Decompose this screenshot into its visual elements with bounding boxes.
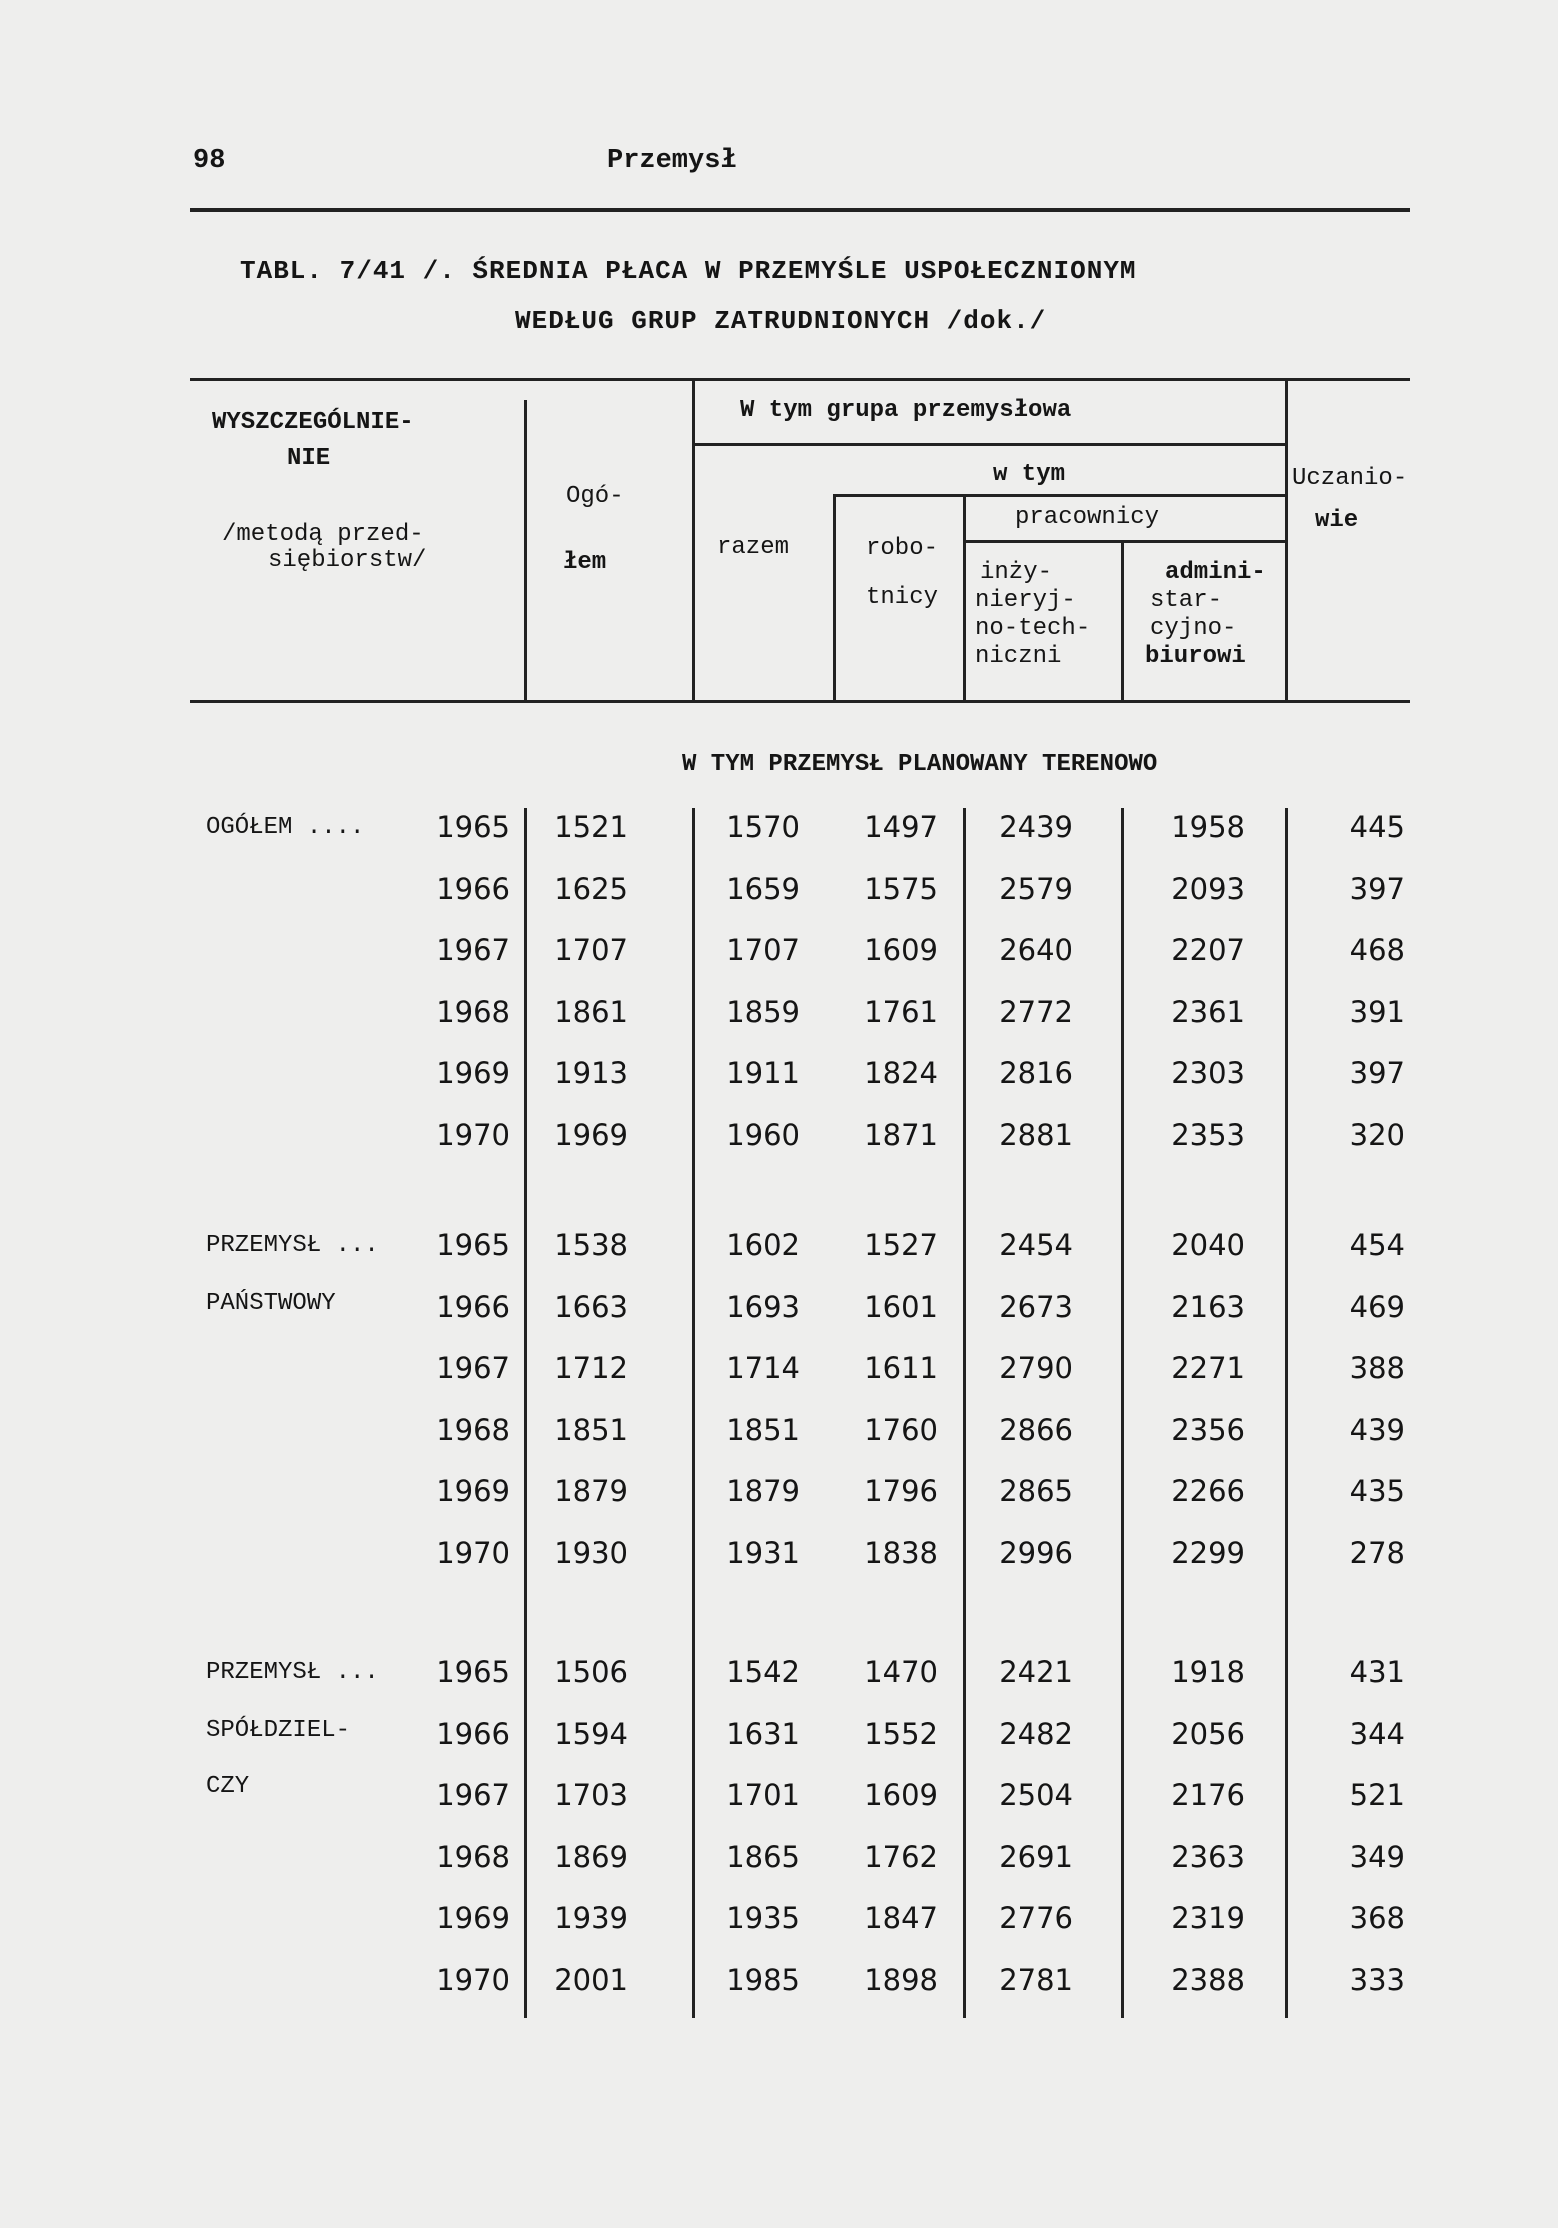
table-cell: 1985 — [726, 1962, 800, 1997]
stub-header-3: /metodą przed- — [222, 521, 424, 548]
table-cell: 1762 — [864, 1839, 938, 1874]
table-cell: 1497 — [864, 810, 938, 844]
table-cell: 2454 — [999, 1228, 1073, 1262]
table-cell: 1521 — [554, 810, 628, 844]
stub-header-2: NIE — [287, 445, 331, 472]
table-cell: 1958 — [1171, 810, 1245, 844]
table-cell: 1865 — [726, 1839, 800, 1874]
row-year: 1967 — [436, 1778, 510, 1812]
header-bottom-rule — [190, 700, 1410, 703]
table-cell: 2421 — [999, 1655, 1073, 1689]
table-cell: 1575 — [864, 871, 938, 906]
section-label: SPÓŁDZIEL- — [206, 1717, 351, 1744]
row-year: 1969 — [436, 1056, 510, 1090]
ogolem-header-1: Ogó- — [566, 483, 624, 510]
section-title: W TYM PRZEMYSŁ PLANOWANY TERENOWO — [682, 751, 1158, 778]
administracja-header-3: cyjno- — [1150, 615, 1237, 642]
header-rule — [190, 208, 1410, 212]
table-cell: 1859 — [726, 994, 800, 1029]
head-vline-1 — [524, 400, 527, 700]
table-cell: 2093 — [1171, 871, 1245, 906]
table-cell: 1693 — [726, 1289, 800, 1324]
uczniowie-header-2: wie — [1315, 507, 1359, 534]
row-year: 1970 — [436, 1117, 510, 1152]
robotnicy-header-1: robo- — [866, 535, 939, 562]
table-cell: 349 — [1349, 1839, 1405, 1874]
table-cell: 431 — [1349, 1655, 1405, 1689]
row-year: 1966 — [436, 1289, 510, 1324]
row-year: 1968 — [436, 1839, 510, 1874]
section-label: OGÓŁEM .... — [206, 814, 365, 841]
table-cell: 368 — [1349, 1901, 1405, 1935]
section-label: PAŃSTWOWY — [206, 1290, 336, 1317]
inzynierowie-header-1: inży- — [980, 559, 1053, 586]
table-cell: 2881 — [999, 1117, 1073, 1152]
table-cell: 1609 — [864, 1778, 938, 1812]
inzynierowie-header-3: no-tech- — [975, 615, 1091, 642]
table-cell: 1470 — [864, 1655, 938, 1689]
table-cell: 397 — [1349, 1056, 1405, 1090]
table-cell: 454 — [1349, 1228, 1405, 1262]
section-label: PRZEMYSŁ ... — [206, 1232, 379, 1259]
table-cell: 1601 — [864, 1289, 938, 1324]
table-cell: 1939 — [554, 1901, 628, 1935]
row-year: 1965 — [436, 810, 510, 844]
head-vline-6 — [1285, 380, 1288, 700]
wtym-rule — [833, 494, 1287, 497]
group-header: W tym grupa przemysłowa — [740, 397, 1072, 424]
table-cell: 2640 — [999, 933, 1073, 967]
table-cell: 2176 — [1171, 1778, 1245, 1812]
row-year: 1969 — [436, 1901, 510, 1935]
table-cell: 1838 — [864, 1535, 938, 1570]
uczniowie-header-1: Uczanio- — [1292, 465, 1408, 492]
table-cell: 1960 — [726, 1117, 800, 1152]
table-cell: 2056 — [1171, 1716, 1245, 1751]
table-cell: 469 — [1349, 1289, 1405, 1324]
row-year: 1968 — [436, 1412, 510, 1447]
table-cell: 2482 — [999, 1716, 1073, 1751]
table-caption-line1: TABL. 7/41 /. ŚREDNIA PŁACA W PRZEMYŚLE USPOŁECZNIONYM — [240, 256, 1137, 286]
table-cell: 2996 — [999, 1535, 1073, 1570]
page-number: 98 — [193, 146, 226, 176]
table-cell: 2299 — [1171, 1535, 1245, 1570]
running-title: Przemysł — [607, 146, 737, 176]
table-cell: 468 — [1349, 933, 1405, 967]
pracownicy-header: pracownicy — [1015, 504, 1160, 531]
administracja-header-2: star- — [1150, 587, 1223, 614]
table-cell: 1602 — [726, 1228, 800, 1262]
table-cell: 1609 — [864, 933, 938, 967]
row-year: 1968 — [436, 994, 510, 1029]
table-cell: 1542 — [726, 1655, 800, 1689]
stub-header-4: siębiorstw/ — [268, 547, 427, 574]
row-year: 1966 — [436, 1716, 510, 1751]
table-cell: 2271 — [1171, 1351, 1245, 1385]
table-cell: 2866 — [999, 1412, 1073, 1447]
pracownicy-rule — [965, 540, 1287, 543]
section-label: PRZEMYSŁ ... — [206, 1659, 379, 1686]
administracja-header-1: admini- — [1165, 559, 1266, 586]
table-cell: 1930 — [554, 1535, 628, 1570]
head-vline-2 — [692, 380, 695, 700]
table-cell: 2816 — [999, 1056, 1073, 1090]
table-cell: 1796 — [864, 1474, 938, 1508]
table-cell: 397 — [1349, 871, 1405, 906]
inzynierowie-header-4: niczni — [975, 643, 1062, 670]
table-cell: 435 — [1349, 1474, 1405, 1508]
table-cell: 1969 — [554, 1117, 628, 1152]
row-year: 1969 — [436, 1474, 510, 1508]
row-year: 1965 — [436, 1655, 510, 1689]
table-cell: 391 — [1349, 994, 1405, 1029]
table-cell: 2865 — [999, 1474, 1073, 1508]
group-rule — [695, 443, 1287, 446]
table-cell: 1570 — [726, 810, 800, 844]
row-year: 1970 — [436, 1962, 510, 1997]
table-cell: 1527 — [864, 1228, 938, 1262]
razem-header: razem — [717, 534, 790, 561]
table-cell: 1707 — [726, 933, 800, 967]
table-cell: 1712 — [554, 1351, 628, 1385]
table-cell: 445 — [1349, 810, 1405, 844]
table-cell: 1879 — [726, 1474, 800, 1508]
table-caption-line2: WEDŁUG GRUP ZATRUDNIONYCH /dok./ — [515, 306, 1047, 336]
table-cell: 1869 — [554, 1839, 628, 1874]
table-cell: 2353 — [1171, 1117, 1245, 1152]
row-year: 1965 — [436, 1228, 510, 1262]
table-cell: 1703 — [554, 1778, 628, 1812]
table-cell: 2356 — [1171, 1412, 1245, 1447]
wtym-header: w tym — [993, 461, 1066, 488]
table-cell: 2363 — [1171, 1839, 1245, 1874]
table-cell: 2772 — [999, 994, 1073, 1029]
table-cell: 1594 — [554, 1716, 628, 1751]
table-cell: 2040 — [1171, 1228, 1245, 1262]
table-cell: 1935 — [726, 1901, 800, 1935]
table-cell: 1631 — [726, 1716, 800, 1751]
head-vline-4 — [963, 494, 966, 700]
row-year: 1966 — [436, 871, 510, 906]
table-cell: 1701 — [726, 1778, 800, 1812]
table-cell: 2361 — [1171, 994, 1245, 1029]
table-cell: 2266 — [1171, 1474, 1245, 1508]
body-vline-4 — [1121, 808, 1124, 2018]
table-cell: 333 — [1349, 1962, 1405, 1997]
table-cell: 1931 — [726, 1535, 800, 1570]
table-cell: 278 — [1349, 1535, 1405, 1570]
table-cell: 2776 — [999, 1901, 1073, 1935]
head-vline-5 — [1121, 540, 1124, 700]
table-cell: 1552 — [864, 1716, 938, 1751]
table-cell: 2163 — [1171, 1289, 1245, 1324]
administracja-header-4: biurowi — [1145, 643, 1246, 670]
head-vline-3 — [833, 494, 836, 700]
table-cell: 1761 — [864, 994, 938, 1029]
table-top-rule — [190, 378, 1410, 381]
table-cell: 1506 — [554, 1655, 628, 1689]
row-year: 1970 — [436, 1535, 510, 1570]
table-cell: 1625 — [554, 871, 628, 906]
ogolem-header-2: łem — [563, 549, 607, 576]
robotnicy-header-2: tnicy — [866, 584, 939, 611]
table-cell: 521 — [1349, 1778, 1405, 1812]
table-cell: 2207 — [1171, 933, 1245, 967]
table-cell: 1659 — [726, 871, 800, 906]
table-cell: 2439 — [999, 810, 1073, 844]
inzynierowie-header-2: nieryj- — [975, 587, 1076, 614]
row-year: 1967 — [436, 933, 510, 967]
table-cell: 2781 — [999, 1962, 1073, 1997]
table-cell: 1847 — [864, 1901, 938, 1935]
table-cell: 1911 — [726, 1056, 800, 1090]
table-cell: 2691 — [999, 1839, 1073, 1874]
table-cell: 1663 — [554, 1289, 628, 1324]
table-cell: 439 — [1349, 1412, 1405, 1447]
table-cell: 1851 — [554, 1412, 628, 1447]
section-label: CZY — [206, 1773, 250, 1800]
table-cell: 1611 — [864, 1351, 938, 1385]
table-cell: 344 — [1349, 1716, 1405, 1751]
table-cell: 2790 — [999, 1351, 1073, 1385]
table-cell: 2388 — [1171, 1962, 1245, 1997]
table-cell: 1707 — [554, 933, 628, 967]
table-cell: 320 — [1349, 1117, 1405, 1152]
table-cell: 1879 — [554, 1474, 628, 1508]
table-cell: 2303 — [1171, 1056, 1245, 1090]
table-cell: 1913 — [554, 1056, 628, 1090]
table-cell: 2001 — [554, 1962, 628, 1997]
table-cell: 1851 — [726, 1412, 800, 1447]
table-cell: 2319 — [1171, 1901, 1245, 1935]
table-cell: 1871 — [864, 1117, 938, 1152]
table-cell: 1918 — [1171, 1655, 1245, 1689]
stub-header-1: WYSZCZEGÓLNIE- — [212, 409, 414, 436]
row-year: 1967 — [436, 1351, 510, 1385]
table-cell: 1760 — [864, 1412, 938, 1447]
table-cell: 2504 — [999, 1778, 1073, 1812]
table-cell: 1538 — [554, 1228, 628, 1262]
table-cell: 2579 — [999, 871, 1073, 906]
table-cell: 1824 — [864, 1056, 938, 1090]
table-cell: 1861 — [554, 994, 628, 1029]
table-cell: 2673 — [999, 1289, 1073, 1324]
table-cell: 388 — [1349, 1351, 1405, 1385]
table-cell: 1714 — [726, 1351, 800, 1385]
table-cell: 1898 — [864, 1962, 938, 1997]
